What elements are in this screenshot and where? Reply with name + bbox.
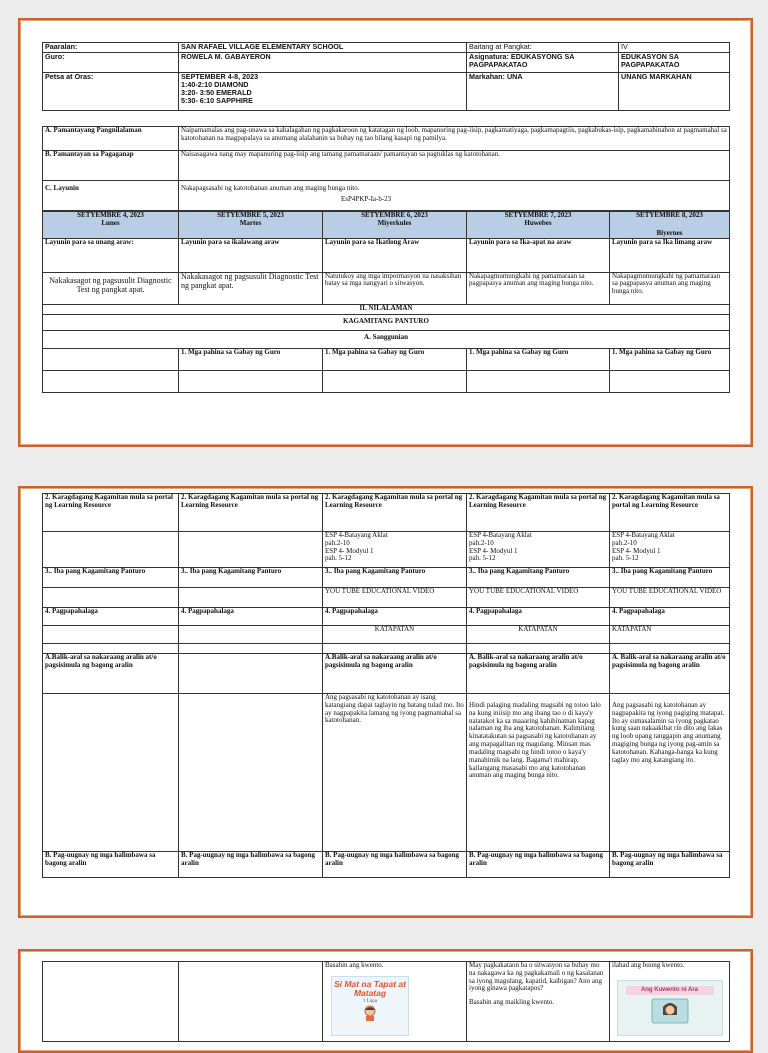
- quarter-label: Markahan: UNA: [467, 73, 619, 111]
- schedule-line: 5:30- 6:10 SAPPHIRE: [181, 96, 253, 106]
- objective-cell: [179, 181, 730, 211]
- school-label: Paaralan:: [43, 43, 179, 53]
- linking-label: B. Pag-uugnay ng mga halimbawa sa bagong aralin: [179, 852, 323, 878]
- performance-standard-text: Naisasagawa nang may mapanuring pag-iisip ang tamang pamamaraan/ pamantayan sa pagtuklas ng katotohanan.: [179, 151, 730, 181]
- empty-cell: [43, 370, 179, 392]
- date-line: SEPTEMBER 4-8, 2023: [181, 72, 259, 81]
- values-label: 4. Pagpapahalaga: [179, 608, 323, 626]
- video-resource: YOU TUBE EDUCATIONAL VIDEO: [467, 588, 610, 608]
- portal-label: 2. Karagdagang Kagamitan mula sa portal ng Learning Resource: [467, 494, 610, 532]
- weekly-table: [42, 211, 730, 393]
- book-title: Ang Kuwento ni Ara: [626, 986, 714, 995]
- content-heading: II. NILALAMAN: [43, 304, 730, 314]
- guide-pages-label: 1. Mga pahina sa Gabay ng Guro: [467, 348, 610, 370]
- book-thumbnail: [617, 980, 723, 1036]
- linking-label: B. Pag-uugnay ng mga halimbawa sa bagong aralin: [610, 852, 730, 878]
- competency-code: EsP4PKP-Ia-b-23: [341, 194, 392, 203]
- read-story-instruction: Basahin ang kwento.: [325, 961, 384, 969]
- objective-header: Layunin para sa unang araw:: [43, 238, 179, 272]
- story-thumbnail: [331, 976, 409, 1036]
- school-name: SAN RAFAEL VILLAGE ELEMENTARY SCHOOL: [179, 43, 467, 53]
- performance-standard-label: B. Pamantayan sa Pagaganap: [43, 151, 179, 181]
- materials-heading: KAGAMITANG PANTURO: [43, 314, 730, 330]
- day-header-friday: SETYEMBRE 8, 2023 Biyernes: [610, 212, 730, 239]
- grade-value: IV: [619, 43, 730, 53]
- empty-cell: [610, 644, 730, 654]
- value-focus: KATAPATAN: [323, 626, 467, 644]
- review-label: A. Balik-aral sa nakaraang aralin at/o pagsisimula ng bagong aralin: [467, 654, 610, 694]
- value-focus: KATAPATAN: [467, 626, 610, 644]
- values-label: 4. Pagpapahalaga: [467, 608, 610, 626]
- grade-label: Baitang at Pangkat:: [467, 43, 619, 53]
- values-label: 4. Pagpapahalaga: [323, 608, 467, 626]
- objective-day1: Nakakasagot ng pagsusulit Diagnostic Test ng pangkat apat.: [43, 272, 179, 304]
- quarter-value: UNANG MARKAHAN: [619, 73, 730, 111]
- other-materials-label: 3.. Iba pang Kagamitang Panturo: [179, 568, 323, 588]
- empty-cell: [43, 626, 179, 644]
- content-standard-text: Naipamamalas ang pag-unawa sa kahalagahan ng pagkakaroon ng katatagan ng loob, mapanuring pag-iisip, pagkamatiyaga, pagkamapagtiis, pagkabukas-isip, pagkamahinahon at pagmamahal sa katotohanan na magpapalaya sa anumang alalahanin sa buhay ng tao bilang kasapi ng pamilya.: [179, 127, 730, 151]
- video-resource: YOU TUBE EDUCATIONAL VIDEO: [323, 588, 467, 608]
- objective-header: Layunin para sa Ikatlong Araw: [323, 238, 467, 272]
- review-text-day3: Ang pagsasabi ng katotohanan ay isang katangiang dapat taglayin ng batang tulad mo. Ito ay nagpapakita lamang ng iyong pagmamahal sa katotohanan.: [323, 694, 467, 852]
- objective-day4: Nakapagmumungkahi ng pamamaraan sa pagpapasya anuman ang maging bunga nito.: [467, 272, 610, 304]
- empty-cell: [323, 370, 467, 392]
- portal-label: 2. Karagdagang Kagamitan mula sa portal ng Learning Resource: [323, 494, 467, 532]
- story-cell-day3: [323, 962, 467, 1042]
- story-title: Si Mat na Tapat at Matatag: [334, 978, 406, 999]
- empty-cell: [43, 532, 179, 568]
- other-materials-label: 3.. Iba pang Kagamitang Panturo: [323, 568, 467, 588]
- linking-label: B. Pag-uugnay ng mga halimbawa sa bagong aralin: [43, 852, 179, 878]
- activity-table: [42, 961, 730, 1042]
- date-label: Petsa at Oras:: [43, 73, 179, 111]
- retell-instruction: ilahad ang buong kwento.: [612, 961, 685, 969]
- day-header-tuesday: SETYEMBRE 5, 2023 Martes: [179, 212, 323, 239]
- objective-day2: Nakakasagot ng pagsusulit Diagnostic Test ng pangkat apat.: [179, 272, 323, 304]
- review-text-day5: Ang pagsasabi ng katotohanan ay nagpapakita ng iyong pagiging matapat. Ito ay sumasalamin sa iyong pagkatao kung saan nakaakibat rin dito ang lakas ng loob upang tanggapin ang anumang magiging bunga ng iyong pag-amin sa katotohanan. Kahanga-hanga ka kung taglay mo ang katangiang ito.: [610, 694, 730, 852]
- schedule-line: 1:40-2:10 DIAMOND: [181, 80, 249, 90]
- review-text-day4: Hindi palaging madaling magsabi ng totoo lalo na kung iniisip mo ang ibang tao o di kaya'y natatakot ka sa maaaring kahihinatnan kapag nalaman ng iba ang katotohanan. Kalimitang kinatatakutan sa pagsasabi ng katotohanan ay ang mapagalitan ng magulang. Minsan mas madaling magsabi ng hindi totoo o kaya'y manahimik na lang. Bagama't mahirap, kailangang masasabi mo ang katotohanan anuman ang maging bunga nito.: [467, 694, 610, 852]
- lesson-plan-page-2: [18, 486, 753, 918]
- guide-pages-label: 1. Mga pahina sa Gabay ng Guro: [323, 348, 467, 370]
- empty-cell: [467, 370, 610, 392]
- empty-cell: [179, 654, 323, 694]
- portal-label: 2. Karagdagang Kagamitan mula sa portal ng Learning Resource: [43, 494, 179, 532]
- schedule-line: 3:20- 3:50 EMERALD: [181, 88, 252, 98]
- empty-cell: [43, 588, 179, 608]
- references-heading: A. Sanggunian: [43, 330, 730, 348]
- story-cell-day5: [610, 962, 730, 1042]
- portal-label: 2. Karagdagang Kagamitan mula sa portal ng Learning Resource: [610, 494, 730, 532]
- empty-cell: [323, 644, 467, 654]
- empty-cell: [43, 962, 179, 1042]
- book-illustration-icon: [650, 997, 690, 1025]
- empty-cell: [43, 348, 179, 370]
- video-resource: YOU TUBE EDUCATIONAL VIDEO: [610, 588, 730, 608]
- values-label: 4. Pagpapahalaga: [610, 608, 730, 626]
- objective-text: Nakapagsasabi ng katotohanan anuman ang maging bunga nito.: [181, 184, 360, 192]
- empty-cell: [179, 370, 323, 392]
- day-header-wednesday: SETYEMBRE 6, 2023 Miyerkules: [323, 212, 467, 239]
- objective-day3: Natutukoy ang mga impormasyon na nasaksihan batay sa mga nangyari o sitwasyon.: [323, 272, 467, 304]
- date-schedule: [179, 73, 467, 111]
- day-header-thursday: SETYEMBRE 7, 2023 Huwebes: [467, 212, 610, 239]
- empty-cell: [179, 588, 323, 608]
- other-materials-label: 3.. Iba pang Kagamitang Panturo: [43, 568, 179, 588]
- story-cell-day4: [467, 962, 610, 1042]
- objective-label: C. Layunin: [43, 181, 179, 211]
- subject-label: Asignatura: EDUKASYONG SA PAGPAPAKATAO: [467, 53, 619, 73]
- subject-value: EDUKASYON SA PAGPAPAKATAO: [619, 53, 730, 73]
- empty-cell: [43, 644, 179, 654]
- resources-list: ESP 4-Batayang Aklat pah.2-10 ESP 4- Modyul 1 pah. 5-12: [323, 532, 467, 568]
- empty-cell: [43, 694, 179, 852]
- review-label: A.Balik-aral sa nakaraang aralin at/o pagsisimula ng bagong aralin: [323, 654, 467, 694]
- objective-day5: Nakapagmumungkahi ng pamamaraan sa pagpapasya anuman ang maging bunga nito.: [610, 272, 730, 304]
- empty-cell: [467, 644, 610, 654]
- linking-label: B. Pag-uugnay ng mga halimbawa sa bagong aralin: [467, 852, 610, 878]
- empty-cell: [179, 694, 323, 852]
- objective-header: Layunin para sa Ika limang araw: [610, 238, 730, 272]
- other-materials-label: 3.. Iba pang Kagamitang Panturo: [610, 568, 730, 588]
- story-subtitle: 1 Lupa: [362, 998, 378, 1004]
- portal-label: 2. Karagdagang Kagamitan mula sa portal ng Learning Resource: [179, 494, 323, 532]
- objective-header: Layunin para sa ikalawang araw: [179, 238, 323, 272]
- teacher-label: Guro:: [43, 53, 179, 73]
- reflection-question: May pagkakataon ba o sitwasyon sa buhay mo na nakagawa ka ng pagkakamali o ng kasalanan sa iyong magulang, kapatid, kaibigan? Ano ang iyong ginawa pagkatapos?: [469, 961, 604, 993]
- review-label: A.Balik-aral sa nakaraang aralin at/o pagsisimula ng bagong aralin: [43, 654, 179, 694]
- resources-list: ESP 4-Batayang Aklat pah.2-10 ESP 4- Modyul 1 pah. 5-12: [610, 532, 730, 568]
- empty-cell: [610, 370, 730, 392]
- value-focus: KATAPATAN: [610, 626, 730, 644]
- empty-cell: [179, 644, 323, 654]
- resources-list: ESP 4-Batayang Aklat pah.2-10 ESP 4- Modyul 1 pah. 5-12: [467, 532, 610, 568]
- standards-table: [42, 126, 730, 211]
- child-figure-icon: [360, 1005, 380, 1021]
- empty-cell: [179, 962, 323, 1042]
- guide-pages-label: 1. Mga pahina sa Gabay ng Guro: [610, 348, 730, 370]
- review-label: A. Balik-aral sa nakaraang aralin at/o pagsisimula ng bagong aralin: [610, 654, 730, 694]
- read-short-instruction: Basahin ang maikling kwento.: [469, 998, 555, 1007]
- guide-pages-label: 1. Mga pahina sa Gabay ng Guro: [179, 348, 323, 370]
- materials-table: [42, 493, 730, 878]
- header-table: [42, 42, 730, 111]
- day-header-monday: SETYEMBRE 4, 2023 Lunes: [43, 212, 179, 239]
- empty-cell: [179, 532, 323, 568]
- lesson-plan-page-3: [18, 949, 753, 1053]
- content-standard-label: A. Pamantayang Pangnilalaman: [43, 127, 179, 151]
- teacher-name: ROWELA M. GABAYERON: [179, 53, 467, 73]
- other-materials-label: 3.. Iba pang Kagamitang Panturo: [467, 568, 610, 588]
- objective-header: Layunin para sa Ika-apat na araw: [467, 238, 610, 272]
- lesson-plan-page-1: [18, 18, 753, 447]
- values-label: 4. Pagpapahalaga: [43, 608, 179, 626]
- linking-label: B. Pag-uugnay ng mga halimbawa sa bagong aralin: [323, 852, 467, 878]
- empty-cell: [179, 626, 323, 644]
